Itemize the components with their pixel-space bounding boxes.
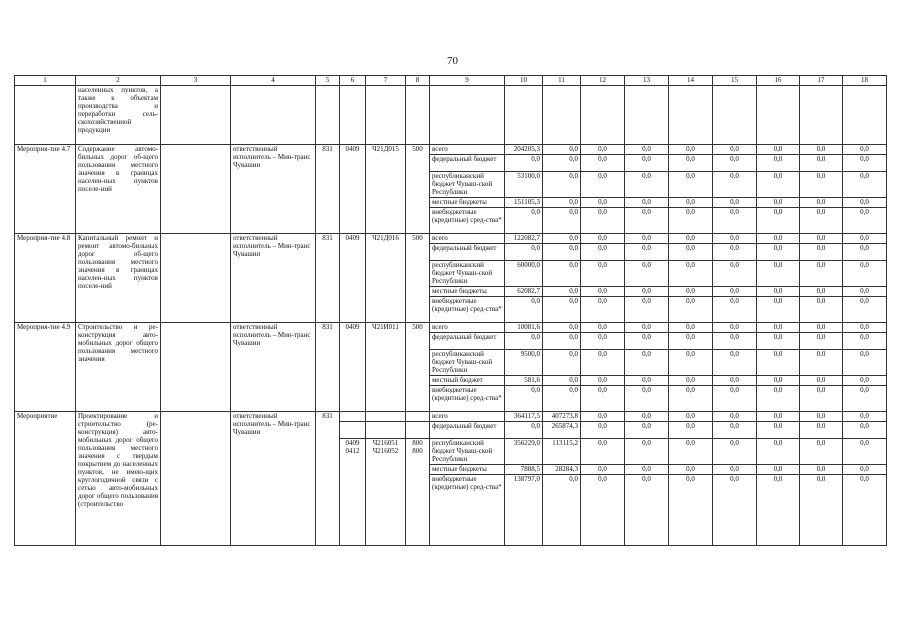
value-cell: 0,0 — [757, 333, 800, 350]
measure-name: Строительство и ре-конструкция авто-мобильных дорог общего пользования местного значения — [76, 323, 161, 412]
value-cell: 0,0 — [669, 208, 713, 234]
value-cell: 0,0 — [581, 261, 625, 287]
code-col8: 800 800 — [406, 439, 430, 546]
table-cell — [15, 86, 76, 145]
value-cell: 0,0 — [843, 244, 887, 261]
value-cell: 0,0 — [800, 297, 843, 323]
column-header: 11 — [543, 76, 581, 86]
code-col5: 831 — [316, 323, 340, 412]
value-cell: 0,0 — [581, 465, 625, 475]
value-cell: 0,0 — [800, 422, 843, 439]
value-cell: 0,0 — [581, 172, 625, 198]
value-cell: 0,0 — [843, 333, 887, 350]
column-header: 17 — [800, 76, 843, 86]
code-col8: 500 — [406, 145, 430, 234]
value-cell: 0,0 — [843, 412, 887, 422]
value-cell: 0,0 — [669, 287, 713, 297]
column-header: 9 — [430, 76, 505, 86]
column-header: 16 — [757, 76, 800, 86]
value-cell: 0,0 — [713, 465, 757, 475]
value-cell: 122082,7 — [505, 234, 543, 244]
funding-source: всего — [430, 323, 505, 333]
value-cell: 581,6 — [505, 376, 543, 386]
value-cell: 0,0 — [843, 198, 887, 208]
budget-table — [14, 75, 887, 546]
funding-source: местные бюджеты — [430, 465, 505, 475]
value-cell: 0,0 — [581, 145, 625, 155]
value-cell: 0,0 — [843, 261, 887, 287]
value-cell: 0,0 — [543, 323, 581, 333]
value-cell: 0,0 — [757, 323, 800, 333]
funding-source: всего — [430, 412, 505, 422]
value-cell: 0,0 — [713, 297, 757, 323]
value-cell: 0,0 — [543, 208, 581, 234]
value-cell: 138797,0 — [505, 475, 543, 546]
measure-name: Проектирование и строительство (ре-конструкция) авто-мобильных дорог общего пользования местного значения с твердым покрытием до населенных пунктов, не имею-щих круглогодичной связи с сетью авто-мобильных дорог общего пользования (строительство — [76, 412, 161, 546]
value-cell: 0,0 — [669, 475, 713, 546]
table-cell — [161, 234, 231, 323]
funding-source: внебюджетные (кредитные) сред-ства* — [430, 297, 505, 323]
value-cell: 0,0 — [800, 439, 843, 465]
executor: ответственный исполнитель – Мин-транс Чувашии — [231, 412, 316, 546]
table-cell — [366, 86, 406, 145]
value-cell: 0,0 — [757, 208, 800, 234]
value-cell: 0,0 — [505, 422, 543, 439]
value-cell: 0,0 — [669, 376, 713, 386]
value-cell: 0,0 — [713, 287, 757, 297]
value-cell: 0,0 — [843, 465, 887, 475]
value-cell: 62082,7 — [505, 287, 543, 297]
value-cell: 0,0 — [843, 297, 887, 323]
value-cell: 0,0 — [843, 376, 887, 386]
value-cell: 0,0 — [669, 145, 713, 155]
value-cell: 0,0 — [581, 208, 625, 234]
value-cell: 0,0 — [543, 386, 581, 412]
value-cell: 0,0 — [757, 386, 800, 412]
value-cell: 0,0 — [581, 333, 625, 350]
value-cell: 0,0 — [543, 155, 581, 172]
value-cell: 0,0 — [581, 234, 625, 244]
value-cell: 0,0 — [757, 145, 800, 155]
value-cell: 0,0 — [800, 234, 843, 244]
funding-source: внебюджетные (кредитные) сред-ства* — [430, 208, 505, 234]
value-cell: 0,0 — [581, 350, 625, 376]
value-cell: 0,0 — [713, 475, 757, 546]
value-cell: 0,0 — [800, 244, 843, 261]
value-cell: 0,0 — [843, 172, 887, 198]
table-cell — [316, 86, 340, 145]
table-cell — [625, 86, 669, 145]
value-cell: 0,0 — [625, 208, 669, 234]
funding-source: федеральный бюджет — [430, 155, 505, 172]
code-col8: 500 — [406, 234, 430, 323]
table-cell — [406, 422, 430, 439]
funding-source: местные бюджеты — [430, 287, 505, 297]
measure-name: Содержание автомо-бильных дорог об-щего пользования местного значения в границах населен-ных пунктов поселе-ний — [76, 145, 161, 234]
value-cell: 356229,0 — [505, 439, 543, 465]
value-cell: 0,0 — [669, 297, 713, 323]
value-cell: 0,0 — [800, 198, 843, 208]
column-header: 10 — [505, 76, 543, 86]
value-cell: 0,0 — [800, 333, 843, 350]
table-cell — [366, 422, 406, 439]
value-cell: 53100,0 — [505, 172, 543, 198]
value-cell: 0,0 — [843, 208, 887, 234]
value-cell: 0,0 — [843, 475, 887, 546]
value-cell: 364117,5 — [505, 412, 543, 422]
value-cell: 0,0 — [581, 297, 625, 323]
table-cell — [161, 86, 231, 145]
funding-source: республиканский бюджет Чуваш-ской Республики — [430, 172, 505, 198]
value-cell: 0,0 — [543, 234, 581, 244]
value-cell: 0,0 — [581, 155, 625, 172]
value-cell: 0,0 — [800, 145, 843, 155]
value-cell: 0,0 — [800, 412, 843, 422]
value-cell: 0,0 — [800, 261, 843, 287]
value-cell: 0,0 — [669, 386, 713, 412]
code-col6: 0409 — [340, 234, 366, 323]
value-cell: 0,0 — [669, 244, 713, 261]
column-header-row — [15, 76, 887, 86]
value-cell: 0,0 — [581, 198, 625, 208]
value-cell: 0,0 — [669, 261, 713, 287]
value-cell: 0,0 — [757, 172, 800, 198]
value-cell: 0,0 — [713, 439, 757, 465]
value-cell: 0,0 — [581, 323, 625, 333]
value-cell: 0,0 — [713, 244, 757, 261]
value-cell: 0,0 — [757, 244, 800, 261]
value-cell: 0,0 — [669, 350, 713, 376]
value-cell: 0,0 — [581, 244, 625, 261]
column-header: 13 — [625, 76, 669, 86]
table-row — [15, 234, 887, 244]
value-cell: 0,0 — [757, 412, 800, 422]
value-cell: 0,0 — [625, 287, 669, 297]
measure-label: Мероприя-тие 4.7 — [15, 145, 76, 234]
value-cell: 0,0 — [713, 412, 757, 422]
value-cell: 0,0 — [713, 198, 757, 208]
value-cell: 28284,3 — [543, 465, 581, 475]
table-cell — [340, 412, 366, 422]
code-col8: 500 — [406, 323, 430, 412]
value-cell: 7888,5 — [505, 465, 543, 475]
value-cell: 0,0 — [625, 333, 669, 350]
measure-label: Мероприя-тие 4.9 — [15, 323, 76, 412]
value-cell: 0,0 — [581, 475, 625, 546]
value-cell: 0,0 — [625, 386, 669, 412]
value-cell: 407273,8 — [543, 412, 581, 422]
value-cell: 204205,3 — [505, 145, 543, 155]
executor: ответственный исполнитель – Мин-транс Чувашии — [231, 145, 316, 234]
table-cell — [757, 86, 800, 145]
value-cell: 0,0 — [800, 475, 843, 546]
code-col5: 831 — [316, 412, 340, 546]
table-cell — [340, 86, 366, 145]
column-header: 14 — [669, 76, 713, 86]
table-row — [15, 86, 887, 145]
value-cell: 0,0 — [625, 198, 669, 208]
code-col7: Ч21Д016 — [366, 234, 406, 323]
value-cell: 0,0 — [757, 422, 800, 439]
value-cell: 0,0 — [543, 350, 581, 376]
column-header: 18 — [843, 76, 887, 86]
value-cell: 0,0 — [800, 155, 843, 172]
measure-label: Мероприя-тие 4.8 — [15, 234, 76, 323]
measure-label: Мероприятие — [15, 412, 76, 546]
value-cell: 0,0 — [757, 439, 800, 465]
funding-source: федеральный бюджет — [430, 422, 505, 439]
value-cell: 0,0 — [800, 323, 843, 333]
value-cell: 0,0 — [625, 439, 669, 465]
table-cell — [366, 412, 406, 422]
value-cell: 0,0 — [543, 261, 581, 287]
executor: ответственный исполнитель – Мин-транс Чувашии — [231, 234, 316, 323]
value-cell: 0,0 — [625, 412, 669, 422]
value-cell: 0,0 — [543, 376, 581, 386]
value-cell: 0,0 — [843, 350, 887, 376]
value-cell: 0,0 — [713, 386, 757, 412]
value-cell: 0,0 — [581, 412, 625, 422]
value-cell: 0,0 — [669, 155, 713, 172]
table-cell — [800, 86, 843, 145]
value-cell: 0,0 — [669, 234, 713, 244]
value-cell: 0,0 — [843, 155, 887, 172]
table-row — [15, 145, 887, 155]
column-header: 3 — [161, 76, 231, 86]
value-cell: 0,0 — [581, 376, 625, 386]
value-cell: 0,0 — [757, 475, 800, 546]
value-cell: 0,0 — [757, 350, 800, 376]
value-cell: 0,0 — [800, 287, 843, 297]
funding-source: местные бюджеты — [430, 198, 505, 208]
column-header: 7 — [366, 76, 406, 86]
table-cell — [713, 86, 757, 145]
value-cell: 0,0 — [669, 198, 713, 208]
value-cell: 0,0 — [800, 350, 843, 376]
value-cell: 0,0 — [543, 475, 581, 546]
value-cell: 0,0 — [713, 350, 757, 376]
value-cell: 60000,0 — [505, 261, 543, 287]
value-cell: 9500,0 — [505, 350, 543, 376]
value-cell: 0,0 — [505, 208, 543, 234]
table-cell — [669, 86, 713, 145]
column-header: 1 — [15, 76, 76, 86]
value-cell: 0,0 — [843, 323, 887, 333]
value-cell: 0,0 — [713, 208, 757, 234]
value-cell: 0,0 — [543, 198, 581, 208]
funding-source: федеральный бюджет — [430, 244, 505, 261]
table-cell — [406, 86, 430, 145]
code-col7: Ч216051 Ч216052 — [366, 439, 406, 546]
value-cell: 0,0 — [625, 155, 669, 172]
value-cell: 0,0 — [543, 287, 581, 297]
code-col6: 0409 0412 — [340, 439, 366, 546]
table-row — [15, 412, 887, 422]
table-cell — [581, 86, 625, 145]
value-cell: 0,0 — [625, 422, 669, 439]
value-cell: 0,0 — [713, 261, 757, 287]
value-cell: 0,0 — [757, 287, 800, 297]
funding-source: республиканский бюджет Чуваш-ской Республики — [430, 350, 505, 376]
value-cell: 0,0 — [669, 172, 713, 198]
value-cell: 0,0 — [543, 172, 581, 198]
value-cell: 0,0 — [843, 287, 887, 297]
value-cell: 0,0 — [505, 297, 543, 323]
value-cell: 0,0 — [713, 376, 757, 386]
value-cell: 0,0 — [581, 439, 625, 465]
value-cell: 0,0 — [713, 234, 757, 244]
value-cell: 0,0 — [757, 376, 800, 386]
table-cell — [543, 86, 581, 145]
value-cell: 0,0 — [843, 145, 887, 155]
value-cell: 0,0 — [625, 244, 669, 261]
value-cell: 0,0 — [543, 244, 581, 261]
table-cell — [161, 412, 231, 546]
value-cell: 0,0 — [669, 323, 713, 333]
column-header: 6 — [340, 76, 366, 86]
value-cell: 0,0 — [625, 350, 669, 376]
table-cell — [340, 422, 366, 439]
funding-source: внебюджетные (кредитные) сред-ства* — [430, 386, 505, 412]
value-cell: 0,0 — [843, 422, 887, 439]
value-cell: 0,0 — [713, 422, 757, 439]
code-col6: 0409 — [340, 323, 366, 412]
value-cell: 0,0 — [843, 439, 887, 465]
value-cell: 0,0 — [757, 198, 800, 208]
measure-name: Капитальный ремонт и ремонт автомо-бильных дорог об-щего пользования местного значения в границах населен-ных пунктов поселе-ний — [76, 234, 161, 323]
value-cell: 0,0 — [625, 475, 669, 546]
value-cell: 0,0 — [581, 386, 625, 412]
column-header: 5 — [316, 76, 340, 86]
table-cell — [406, 412, 430, 422]
value-cell: 0,0 — [543, 145, 581, 155]
value-cell: 0,0 — [625, 172, 669, 198]
funding-source: республиканский бюджет Чуваш-ской Республики — [430, 439, 505, 465]
value-cell: 113115,2 — [543, 439, 581, 465]
column-header: 12 — [581, 76, 625, 86]
executor: ответственный исполнитель – Мин-транс Чувашии — [231, 323, 316, 412]
value-cell: 0,0 — [713, 323, 757, 333]
value-cell: 0,0 — [757, 155, 800, 172]
table-cell — [843, 86, 887, 145]
funding-source: всего — [430, 234, 505, 244]
value-cell: 0,0 — [625, 145, 669, 155]
table-cell — [505, 86, 543, 145]
value-cell: 0,0 — [669, 422, 713, 439]
value-cell: 0,0 — [713, 333, 757, 350]
code-col5: 831 — [316, 234, 340, 323]
funding-source: местный бюджет — [430, 376, 505, 386]
value-cell: 151105,3 — [505, 198, 543, 208]
code-col6: 0409 — [340, 145, 366, 234]
value-cell: 0,0 — [625, 323, 669, 333]
funding-source: федеральный бюджет — [430, 333, 505, 350]
value-cell: 0,0 — [505, 333, 543, 350]
value-cell: 10081,6 — [505, 323, 543, 333]
value-cell: 0,0 — [505, 155, 543, 172]
value-cell: 0,0 — [543, 297, 581, 323]
value-cell: 0,0 — [800, 386, 843, 412]
funding-source: внебюджетные (кредитные) сред-ства* — [430, 475, 505, 546]
value-cell: 0,0 — [757, 465, 800, 475]
value-cell: 0,0 — [757, 234, 800, 244]
value-cell: 0,0 — [843, 234, 887, 244]
value-cell: 0,0 — [581, 287, 625, 297]
table-row — [15, 323, 887, 333]
value-cell: 0,0 — [843, 386, 887, 412]
table-cell — [430, 86, 505, 145]
value-cell: 0,0 — [669, 412, 713, 422]
value-cell: 0,0 — [669, 333, 713, 350]
column-header: 2 — [76, 76, 161, 86]
funding-source: республиканский бюджет Чуваш-ской Республики — [430, 261, 505, 287]
value-cell: 0,0 — [757, 297, 800, 323]
column-header: 4 — [231, 76, 316, 86]
code-col5: 831 — [316, 145, 340, 234]
value-cell: 0,0 — [543, 333, 581, 350]
value-cell: 0,0 — [669, 465, 713, 475]
value-cell: 0,0 — [800, 465, 843, 475]
value-cell: 0,0 — [800, 172, 843, 198]
value-cell: 0,0 — [713, 145, 757, 155]
column-header: 8 — [406, 76, 430, 86]
code-col7: Ч21Д015 — [366, 145, 406, 234]
value-cell: 0,0 — [625, 297, 669, 323]
table-cell — [161, 145, 231, 234]
value-cell: 0,0 — [800, 208, 843, 234]
table-cell — [231, 86, 316, 145]
code-col7: Ч21И011 — [366, 323, 406, 412]
page-number: 70 — [447, 55, 458, 67]
intro-text: населенных пунктов, а также к объектам производства и переработки сель-скохозяйственной продукции — [76, 86, 161, 145]
value-cell: 0,0 — [713, 155, 757, 172]
value-cell: 0,0 — [625, 234, 669, 244]
value-cell: 0,0 — [505, 244, 543, 261]
value-cell: 0,0 — [505, 386, 543, 412]
value-cell: 0,0 — [713, 172, 757, 198]
value-cell: 0,0 — [625, 261, 669, 287]
value-cell: 0,0 — [757, 261, 800, 287]
value-cell: 265874,3 — [543, 422, 581, 439]
value-cell: 0,0 — [625, 465, 669, 475]
value-cell: 0,0 — [800, 376, 843, 386]
value-cell: 0,0 — [669, 439, 713, 465]
table-cell — [161, 323, 231, 412]
value-cell: 0,0 — [625, 376, 669, 386]
value-cell: 0,0 — [581, 422, 625, 439]
funding-source: всего — [430, 145, 505, 155]
column-header: 15 — [713, 76, 757, 86]
